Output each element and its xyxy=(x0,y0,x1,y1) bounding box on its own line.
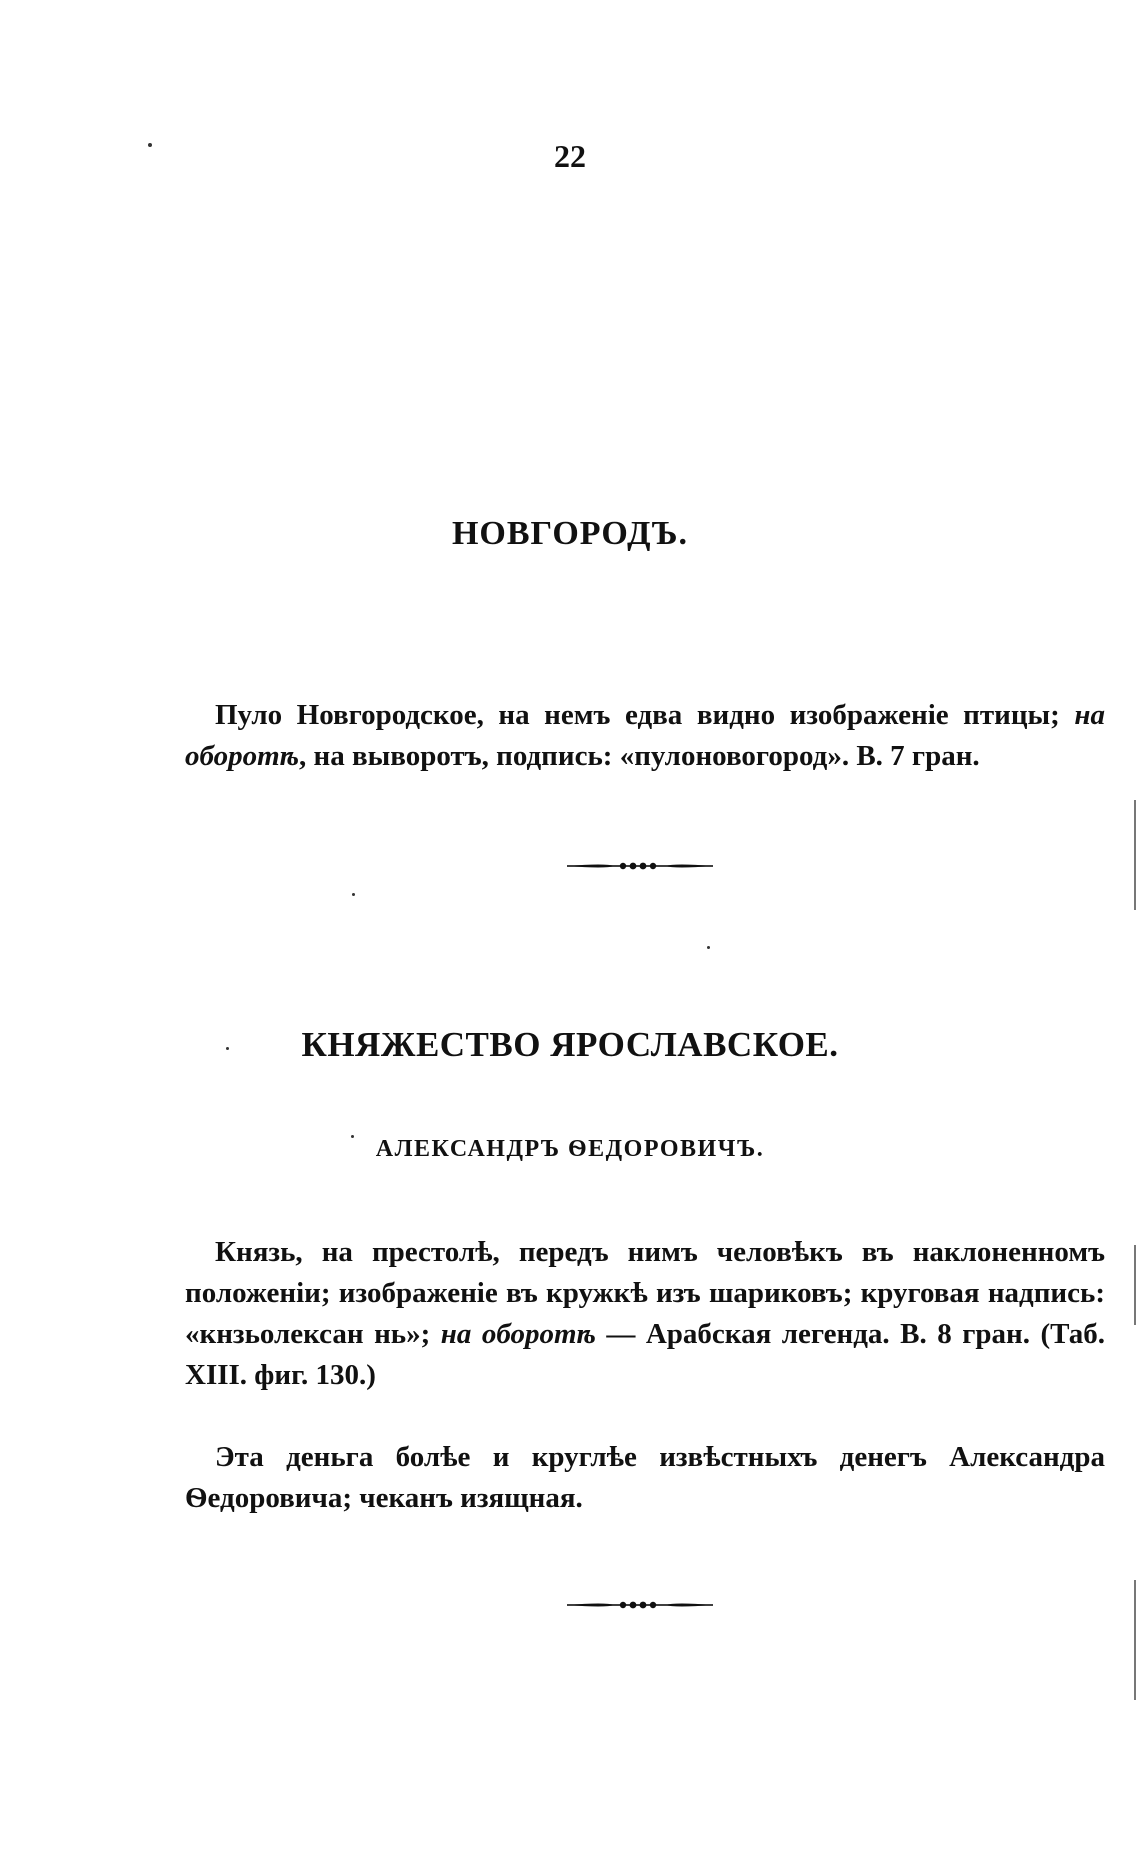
italic-text-run: на оборотѣ xyxy=(185,699,1105,772)
ornamental-divider-icon xyxy=(565,1598,715,1612)
text-run: , на выворотъ, подпись: «пулоновогород». В. 7 гран. xyxy=(299,740,980,772)
paragraph-prince-description xyxy=(185,1232,1105,1396)
scan-speck xyxy=(352,893,355,896)
text-run: Князь, на престолѣ, передъ нимъ человѣкъ въ наклоненномъ положенiи; изображенiе въ кружкѣ изъ шариковъ; круговая надпись: «кнзьолексан нь»; xyxy=(185,1236,1105,1350)
scan-edge-line xyxy=(1134,1580,1136,1700)
italic-text-run: на оборотѣ xyxy=(440,1318,596,1350)
scan-speck xyxy=(351,1135,354,1138)
scan-edge-line xyxy=(1134,1245,1136,1325)
subheading-alexander: АЛЕКСАНДРЪ ѲЕДОРОВИЧЪ. xyxy=(375,1136,765,1162)
scan-speck xyxy=(707,946,710,949)
section-heading-novgorod: НОВГОРОДЪ. xyxy=(451,515,689,552)
section-heading-yaroslavl: КНЯЖЕСТВО ЯРОСЛАВСКОЕ. xyxy=(301,1025,839,1064)
ornamental-divider-icon xyxy=(565,859,715,873)
scan-speck xyxy=(226,1047,229,1050)
scan-speck xyxy=(148,143,152,147)
text-run: — Арабская легенда. В. 8 гран. (Таб. XIII. фиг. 130.) xyxy=(185,1318,1106,1391)
scan-edge-line xyxy=(1134,800,1136,910)
paragraph-coin-note: Эта деньга болѣе и круглѣе извѣстныхъ денегъ Александра Ѳедоровича; чеканъ изящная. xyxy=(185,1441,1105,1514)
text-run: Пуло Новгородское, на немъ едва видно изображенiе птицы; xyxy=(215,699,1075,731)
paragraph-novgorod xyxy=(185,695,1105,777)
page-number: 22 xyxy=(554,138,586,174)
